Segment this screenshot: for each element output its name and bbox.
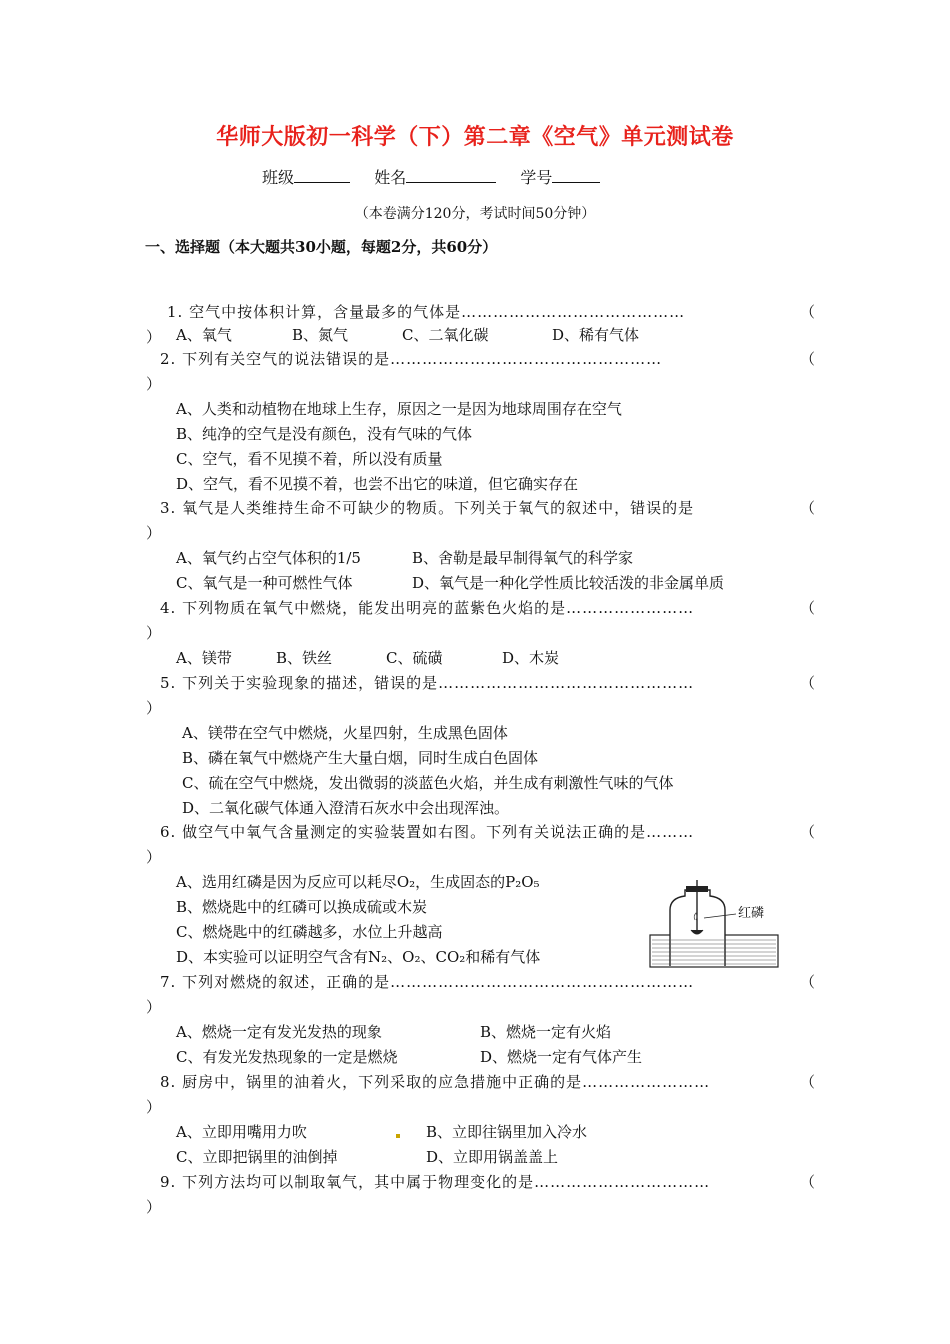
- option-a: A、镁带: [176, 649, 232, 667]
- option-c: C、硫在空气中燃烧，发出微弱的淡蓝色火焰，并生成有刺激性气味的气体: [182, 774, 674, 792]
- question-stem: 8. 厨房中，锅里的油着火，下列采取的应急措施中正确的是……………………: [160, 1073, 711, 1091]
- answer-paren-open: （: [800, 599, 816, 617]
- option-a: A、立即用嘴用力吹: [176, 1123, 307, 1141]
- answer-paren-close: ）: [146, 1098, 162, 1116]
- answer-paren-close: ）: [146, 998, 162, 1016]
- option-a: A、氧气: [176, 326, 232, 344]
- question-stem: 9. 下列方法均可以制取氧气，其中属于物理变化的是……………………………: [160, 1173, 711, 1191]
- question-stem: 3. 氧气是人类维持生命不可缺少的物质。下列关于氧气的叙述中，错误的是: [160, 499, 695, 517]
- answer-paren-close: ）: [146, 375, 162, 393]
- class-label: 班级: [262, 168, 295, 187]
- option-c: C、有发光发热现象的一定是燃烧: [176, 1048, 398, 1066]
- number-label: 学号: [520, 168, 553, 187]
- answer-paren-open: （: [800, 1173, 816, 1191]
- stray-mark: [396, 1134, 400, 1138]
- option-a: A、人类和动植物在地球上生存，原因之一是因为地球周围存在空气: [176, 400, 622, 418]
- apparatus-figure: [640, 880, 790, 970]
- option-b: B、氮气: [292, 326, 349, 344]
- question-stem: 6. 做空气中氧气含量测定的实验装置如右图。下列有关说法正确的是………: [160, 823, 695, 841]
- number-blank[interactable]: [552, 168, 600, 183]
- answer-paren-open: （: [800, 973, 816, 991]
- answer-paren-close: ）: [146, 328, 162, 346]
- question-stem: 7. 下列对燃烧的叙述，正确的是…………………………………………………: [160, 973, 695, 991]
- option-a: A、氧气约占空气体积的1/5: [176, 549, 361, 567]
- option-b: B、铁丝: [276, 649, 333, 667]
- exam-title: 华师大版初一科学（下）第二章《空气》单元测试卷: [216, 124, 734, 150]
- answer-paren-open: （: [800, 674, 816, 692]
- option-d: D、二氧化碳气体通入澄清石灰水中会出现浑浊。: [182, 799, 510, 817]
- option-c: C、二氧化碳: [402, 326, 489, 344]
- option-d: D、立即用锅盖盖上: [426, 1148, 559, 1166]
- option-d: D、燃烧一定有气体产生: [480, 1048, 643, 1066]
- option-c: C、空气，看不见摸不着，所以没有质量: [176, 450, 443, 468]
- option-b: B、立即往锅里加入冷水: [426, 1123, 588, 1141]
- option-d: D、本实验可以证明空气含有N₂、O₂、CO₂和稀有气体: [176, 948, 541, 966]
- name-label: 姓名: [374, 168, 407, 187]
- option-b: B、纯净的空气是没有颜色，没有气味的气体: [176, 425, 473, 443]
- option-b: B、磷在氧气中燃烧产生大量白烟，同时生成白色固体: [182, 749, 539, 767]
- answer-paren-open: （: [800, 303, 816, 321]
- section-title: 一、选择题（本大题共30小题，每题2分，共60分）: [145, 238, 498, 256]
- student-info-line: [262, 165, 600, 188]
- option-d: D、稀有气体: [552, 326, 640, 344]
- answer-paren-open: （: [800, 1073, 816, 1091]
- option-b: B、燃烧一定有火焰: [480, 1023, 612, 1041]
- option-d: D、氧气是一种化学性质比较活泼的非金属单质: [412, 574, 725, 592]
- option-c: C、燃烧匙中的红磷越多，水位上升越高: [176, 923, 443, 941]
- answer-paren-close: ）: [146, 624, 162, 642]
- exam-note: （本卷满分120分，考试时间50分钟）: [354, 206, 596, 222]
- answer-paren-close: ）: [146, 699, 162, 717]
- option-d: D、木炭: [502, 649, 560, 667]
- option-c: C、硫磺: [386, 649, 443, 667]
- option-b: B、舍勒是最早制得氧气的科学家: [412, 549, 634, 567]
- option-a: A、燃烧一定有发光发热的现象: [176, 1023, 382, 1041]
- figure-label: 红磷: [738, 906, 765, 921]
- question-stem: 5. 下列关于实验现象的描述，错误的是…………………………………………: [160, 674, 695, 692]
- answer-paren-close: ）: [146, 524, 162, 542]
- name-blank[interactable]: [406, 168, 496, 183]
- answer-paren-close: ）: [146, 848, 162, 866]
- answer-paren-open: （: [800, 350, 816, 368]
- option-c: C、氧气是一种可燃性气体: [176, 574, 353, 592]
- option-c: C、立即把锅里的油倒掉: [176, 1148, 338, 1166]
- question-stem: 2. 下列有关空气的说法错误的是……………………………………………: [160, 350, 663, 368]
- option-d: D、空气，看不见摸不着，也尝不出它的味道，但它确实存在: [176, 475, 579, 493]
- option-a: A、选用红磷是因为反应可以耗尽O₂，生成固态的P₂O₅: [176, 873, 540, 891]
- question-stem: 4. 下列物质在氧气中燃烧，能发出明亮的蓝紫色火焰的是……………………: [160, 599, 695, 617]
- answer-paren-open: （: [800, 499, 816, 517]
- option-b: B、燃烧匙中的红磷可以换成硫或木炭: [176, 898, 428, 916]
- class-blank[interactable]: [294, 168, 350, 183]
- answer-paren-close: ）: [146, 1198, 162, 1216]
- question-stem: 1. 空气中按体积计算，含量最多的气体是……………………………………: [167, 303, 686, 321]
- option-a: A、镁带在空气中燃烧，火星四射，生成黑色固体: [182, 724, 508, 742]
- answer-paren-open: （: [800, 823, 816, 841]
